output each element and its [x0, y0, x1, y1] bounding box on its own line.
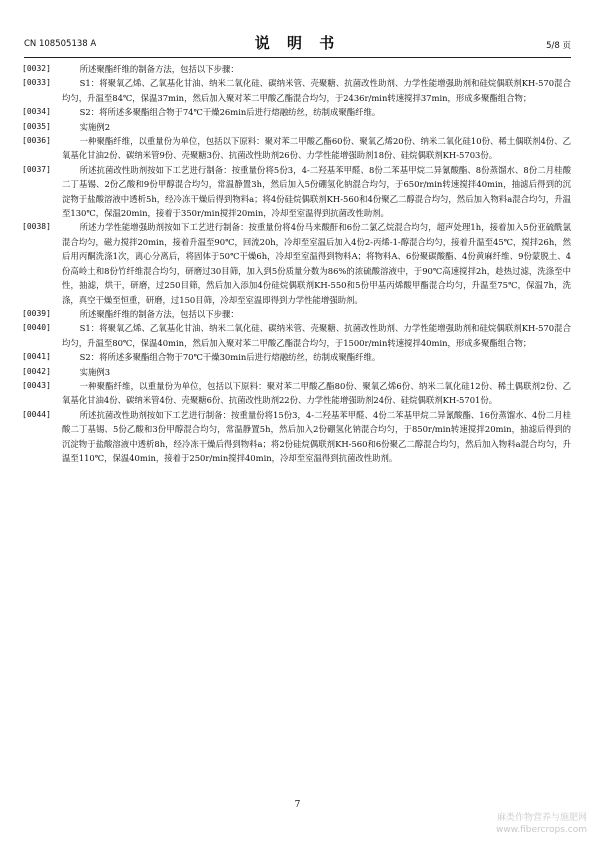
paragraph-number: [0035] — [22, 121, 51, 131]
paragraph-text: 所述抗菌改性助剂按如下工艺进行制备：按重量份将15份3，4-二羟基苯甲醛、4份二苯基甲烷二异氰酸酯、16份蒸馏水、4份二月桂酸二丁基锡、5份乙酸和3份甲醇混合均匀，常温静置5h，然后加入2份硼氢化钠混合均匀，于850r/min转速搅拌20min，抽滤后得到的沉淀物于盐酸溶液中透析8h，经冷冻干燥后得到物料a；将2份硅烷偶联剂KH-560和6份聚乙二醇混合均匀，然后加入物料a混合均匀，升温至110℃，保温40min，接着于250r/min搅拌40min，冷却至室温得到抗菌改性助剂。 — [62, 409, 571, 463]
paragraph-number: [0034] — [22, 107, 51, 117]
header-divider — [24, 57, 571, 58]
paragraph — [22, 220, 571, 306]
document-body — [22, 62, 571, 465]
paragraph-number: [0032] — [22, 64, 51, 73]
section-heading: 实施例3 — [79, 366, 111, 377]
paragraph — [22, 134, 571, 163]
paragraph-text: 所述聚酯纤维的制备方法，包括以下步骤： — [79, 308, 239, 319]
paragraph-text: S1：将聚氧乙烯、乙氧基化甘油、纳米二氧化硅、碳纳米管、壳聚糖、抗菌改性助剂、力学性能增强助剂和硅烷偶联剂KH-570混合均匀，升温至84℃，保温37min，然后加入聚对苯二甲酸乙酯混合均匀，于2436r/min转速搅拌37min，形成多聚酯组合物； — [62, 78, 571, 103]
document-title: 说 明 书 — [254, 34, 341, 52]
paragraph-text: 所述抗菌改性助剂按如下工艺进行制备：按重量份将5份3，4-二羟基苯甲醛、8份二苯基甲烷二异氰酸酯、8份蒸馏水、8份二月桂酸二丁基锡、2份乙酸和9份甲醇混合均匀，常温静置3h，然后加入5份硼氢化钠混合均匀，于650r/min转速搅拌40min，抽滤后得到的沉淀物于盐酸溶液中透析5h，经冷冻干燥后得到物料a；将4份硅烷偶联剂KH-560和4份聚乙二醇混合均匀，然后加入物料a混合均匀，升温至130℃，保温20min，接着于350r/min搅拌20min，冷却至室温得到抗菌改性助剂。 — [62, 164, 571, 219]
paragraph — [22, 350, 571, 364]
paragraph — [22, 62, 571, 76]
paragraph-text: S2：将所述多聚酯组合物于74℃干燥26min后进行熔融纺丝，纺制成聚酯纤维。 — [79, 107, 381, 118]
paragraph — [22, 408, 571, 466]
watermark-url: www.fibercrops.com — [496, 825, 587, 835]
paragraph — [22, 307, 571, 321]
paragraph-number: [0038] — [22, 222, 51, 232]
paragraph-text: 所述力学性能增强助剂按如下工艺进行制备：按重量份将4份马来酸酐和6份二氯乙烷混合均匀，超声处理1h，接着加入5份亚硫酰氯混合均匀，磁力搅拌20min，接着升温至90℃，回流20h，冷却至室温后加入4份2-丙烯-1-醇混合均匀，接着升温至45℃，搅拌26h，然后用丙酮洗涤1次，离心分离后，将固体于50℃干燥6h，冷却至室温得到物料A；将物料A、6份聚碳酸酯、4份黄麻纤维、9份蒙脱土、4份高岭土和8份竹纤维混合均匀，研磨过30目筛，加入到5份质量分数为86%的浓硫酸溶液中，于90℃高速搅拌2h，趁热过滤，洗涤至中性，抽滤，烘干，研磨，过250目筛，然后加入添加4份硅烷偶联剂KH-550和5份甲基丙烯酸甲酯混合均匀，升温至75℃，保温7h，洗涤，真空干燥至恒重，研磨，过150目筛，冷却至室温即得到力学性能增强助剂。 — [62, 222, 571, 305]
paragraph-number: [0033] — [22, 78, 51, 88]
page-indicator: 5/8 页 — [546, 41, 571, 51]
paragraph-text: S2：将所述多聚酯组合物于70℃干燥30min后进行熔融纺丝，纺制成聚酯纤维。 — [79, 352, 381, 363]
paragraph-number: [0040] — [22, 323, 51, 333]
paragraph — [22, 321, 571, 350]
paragraph — [22, 163, 571, 221]
watermark — [496, 812, 587, 836]
paragraph-text: S1：将聚氧乙烯、乙氧基化甘油、纳米二氧化硅、碳纳米管、壳聚糖、抗菌改性助剂、力学性能增强助剂和硅烷偶联剂KH-570混合均匀，升温至80℃，保温40min，然后加入聚对苯二甲酸乙酯混合均匀，于1500r/min转速搅拌40min，形成多聚酯组合物； — [62, 323, 571, 348]
document-header — [24, 28, 571, 54]
paragraph-number: [0036] — [22, 136, 51, 146]
paragraph — [22, 105, 571, 119]
page-number: 7 — [294, 800, 301, 810]
paragraph — [22, 379, 571, 408]
paragraph-number: [0043] — [22, 380, 51, 390]
paragraph-number: [0037] — [22, 164, 51, 174]
paragraph-number: [0039] — [22, 308, 51, 318]
paragraph — [22, 76, 571, 105]
paragraph-number: [0042] — [22, 366, 51, 376]
paragraph-text: 一种聚酯纤维，以重量份为单位，包括以下原料：聚对苯二甲酸乙酯80份、聚氧乙烯6份、纳米二氧化硅12份、稀土偶联剂2份、乙氧基化甘油4份、碳纳米管4份、壳聚糖6份、抗菌改性助剂22份、力学性能增强助剂24份、硅烷偶联剂KH-5701份。 — [62, 380, 571, 406]
paragraph-text: 所述聚酯纤维的制备方法，包括以下步骤： — [79, 64, 239, 74]
paragraph — [22, 365, 571, 379]
paragraph — [22, 120, 571, 134]
publication-number: CN 108505138 A — [24, 39, 97, 49]
section-heading: 实施例2 — [79, 121, 111, 132]
watermark-site-name: 麻类作物营养与施肥网 — [496, 813, 587, 823]
paragraph-number: [0041] — [22, 352, 51, 362]
paragraph-number: [0044] — [22, 409, 51, 419]
paragraph-text: 一种聚酯纤维，以重量份为单位，包括以下原料：聚对苯二甲酸乙酯60份、聚氧乙烯20份、纳米二氧化硅10份、稀土偶联剂4份、乙氧基化甘油2份、碳纳米管9份、壳聚糖3份、抗菌改性助剂26份、力学性能增强助剂18份、硅烷偶联剂KH-5703份。 — [62, 136, 571, 161]
